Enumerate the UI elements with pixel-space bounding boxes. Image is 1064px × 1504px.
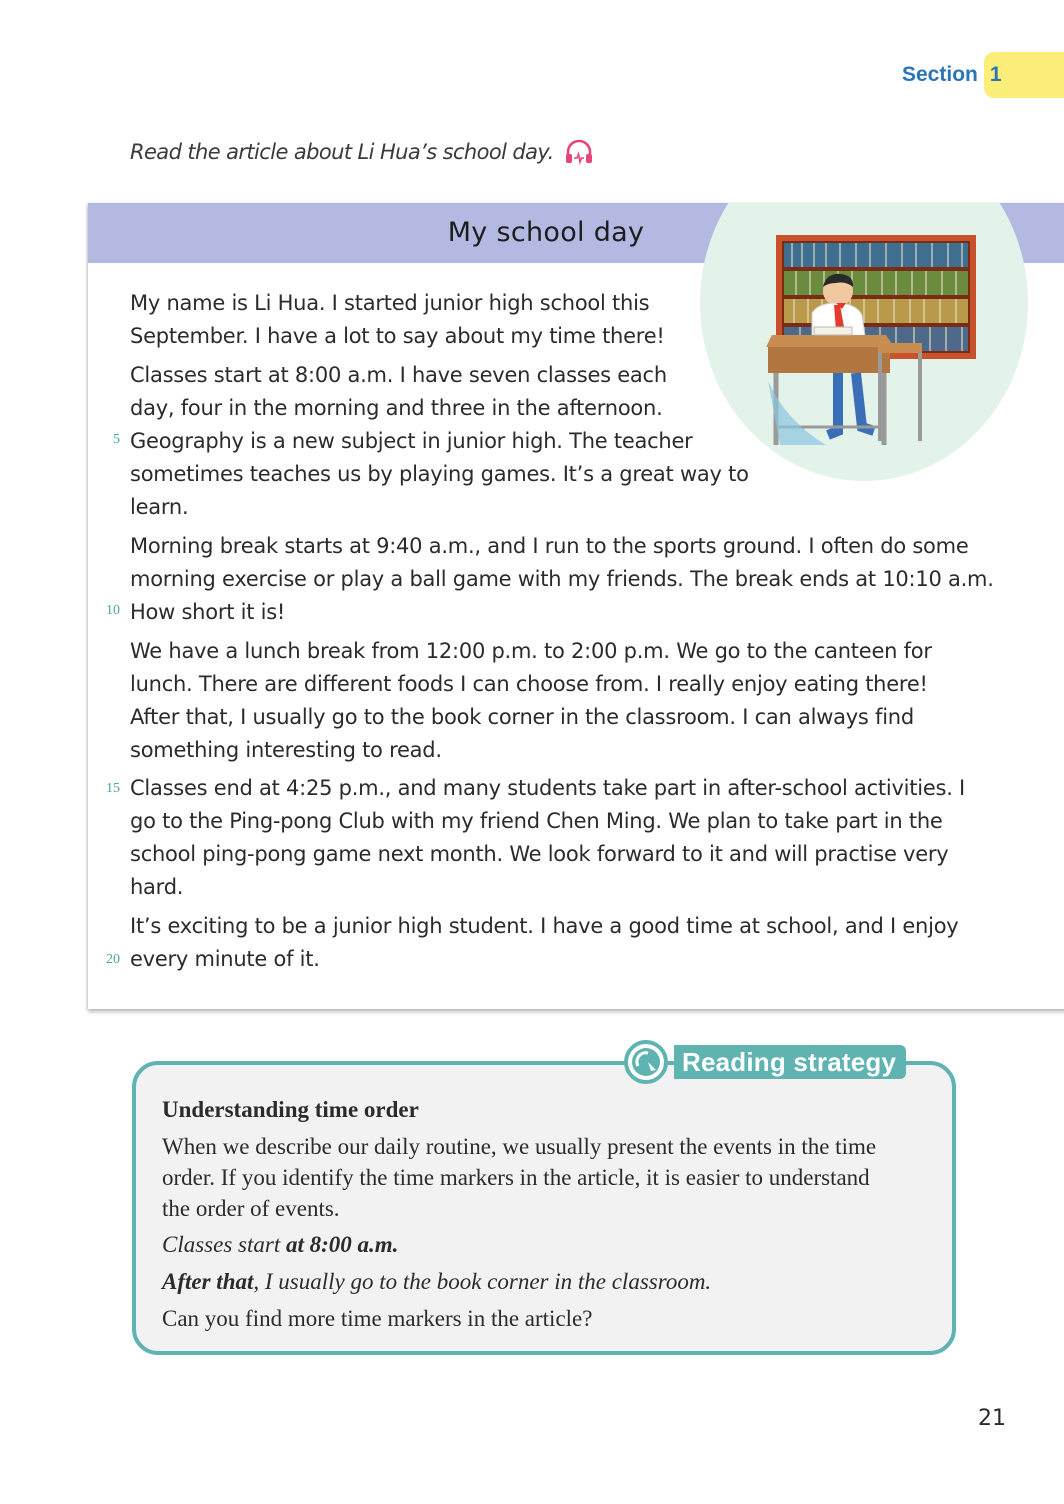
example-text: , I usually go to the book corner in the classroom. [253,1269,712,1294]
text-line: Classes end at 4:25 p.m., and many students take part in after-school activities. I [130,776,965,800]
reading-strategy-label: Reading strategy [674,1045,906,1079]
strategy-body-line: When we describe our daily routine, we usually present the events in the time [162,1134,877,1159]
line-number: 10 [106,603,120,618]
text-line: My name is Li Hua. I started junior high school this [130,291,650,315]
page-number: 21 [978,1406,1006,1431]
paragraph-1 [130,287,1000,353]
paragraph-3 [130,530,1000,629]
text-line: something interesting to read. [130,738,442,762]
section-label: Section [902,63,978,86]
section-tab [902,60,1064,90]
text-line: lunch. There are different foods I can choose from. I really enjoy eating there! [130,672,928,696]
text-line: Classes start at 8:00 a.m. I have seven classes each [130,363,667,387]
line-number: 15 [106,781,120,796]
text-line: September. I have a lot to say about my time there! [130,324,665,348]
text-line: hard. [130,875,184,899]
text-line: How short it is! [130,600,286,624]
text-line: day, four in the morning and three in the afternoon. [130,396,663,420]
strategy-body-line: order. If you identify the time markers in the article, it is easier to understand [162,1165,870,1190]
line-number: 20 [106,952,120,967]
paragraph-2 [130,359,1000,524]
article-card [88,203,1064,1009]
time-marker: at 8:00 a.m. [285,1232,399,1257]
instruction-text: Read the article about Li Hua’s school day. [130,140,554,164]
line-number: 5 [113,432,120,447]
text-line: every minute of it. [130,947,320,971]
example-text: Classes start [162,1232,286,1257]
compass-icon [624,1040,668,1084]
strategy-body-line: the order of events. [162,1196,340,1221]
strategy-question: Can you find more time markers in the article? [162,1306,593,1331]
text-line: go to the Ping-pong Club with my friend Chen Ming. We plan to take part in the [130,809,943,833]
time-marker: After that [162,1269,254,1294]
paragraph-4 [130,635,1000,767]
text-line: sometimes teaches us by playing games. It’s a great way to [130,462,749,486]
text-line: We have a lunch break from 12:00 p.m. to 2:00 p.m. We go to the canteen for [130,639,932,663]
text-line: Geography is a new subject in junior high. The teacher [130,429,693,453]
text-line: learn. [130,495,189,519]
text-line: morning exercise or play a ball game with my friends. The break ends at 10:10 a.m. [130,567,994,591]
reading-strategy-tab [624,1040,906,1084]
section-number: 1 [984,52,1064,98]
text-line: school ping-pong game next month. We look forward to it and will practise very [130,842,949,866]
paragraph-5 [130,772,1000,904]
strategy-heading: Understanding time order [162,1097,419,1122]
article-title: My school day [447,217,645,248]
text-line: Morning break starts at 9:40 a.m., and I run to the sports ground. I often do some [130,534,969,558]
strategy-example-2 [162,1266,942,1297]
paragraph-6 [130,910,1000,976]
text-line: It’s exciting to be a junior high student. I have a good time at school, and I enjoy [130,914,959,938]
headphones-icon[interactable] [564,138,594,166]
instruction [130,138,594,166]
strategy-example-1 [162,1229,942,1260]
text-line: After that, I usually go to the book corner in the classroom. I can always find [130,705,914,729]
